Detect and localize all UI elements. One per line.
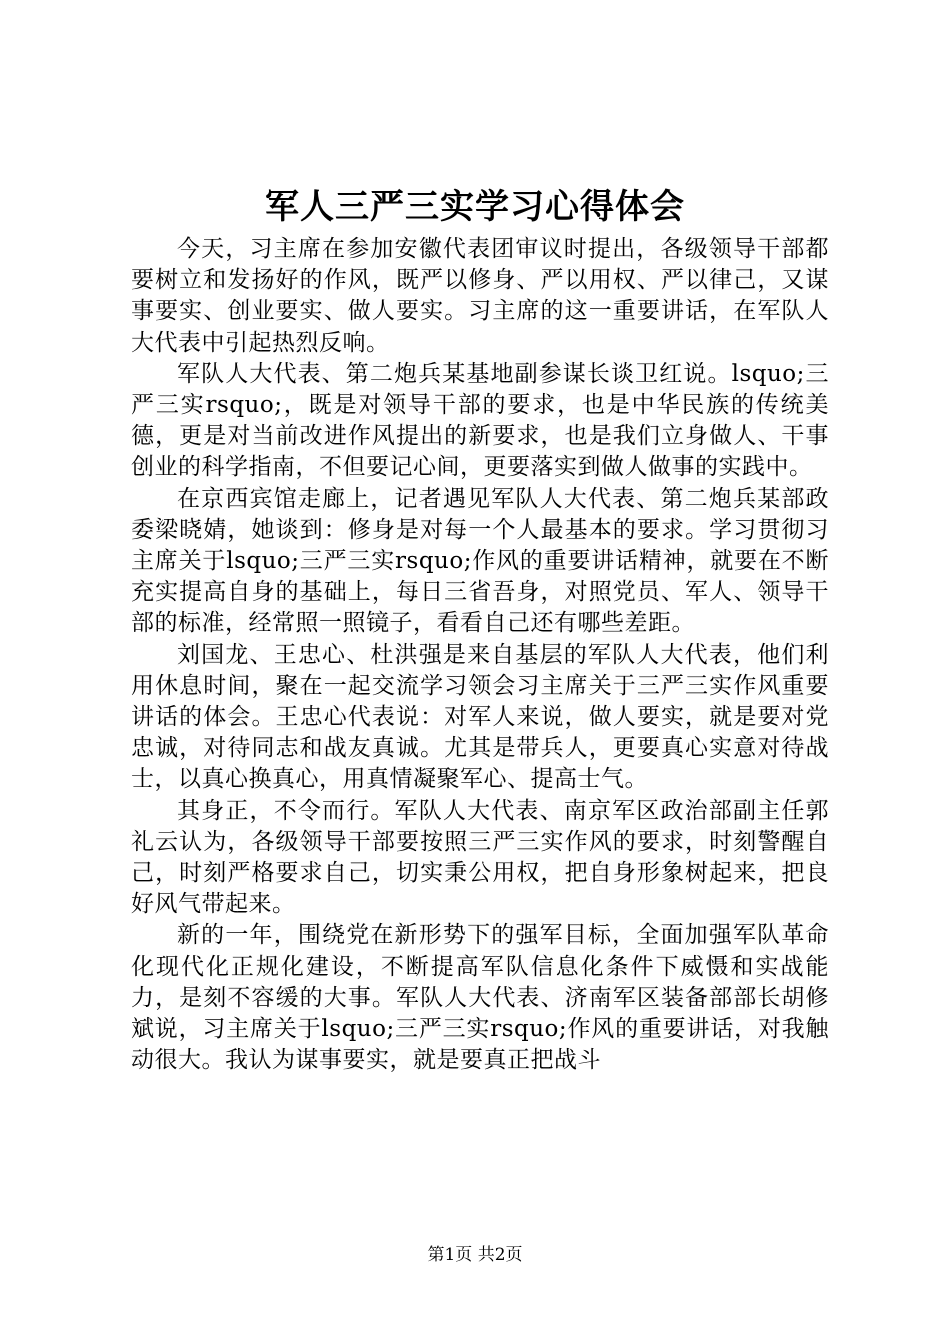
document-title: 军人三严三实学习心得体会 <box>265 187 685 227</box>
paragraph-5: 其身正，不令而行。军队人大代表、南京军区政治部副主任郭礼云认为，各级领导干部要按照三严三实作风的要求，时刻警醒自己，时刻严格要求自己，切实秉公用权，把自身形象树起来，把良好风气带起来。 <box>131 797 829 918</box>
document-body <box>131 234 829 1076</box>
paragraph-1: 今天，习主席在参加安徽代表团审议时提出，各级领导干部都要树立和发扬好的作风，既严以修身、严以用权、严以律己，又谋事要实、创业要实、做人要实。习主席的这一重要讲话，在军队人大代表中引起热烈反响。 <box>131 236 829 356</box>
paragraph-6: 新的一年，围绕党在新形势下的强军目标，全面加强军队革命化现代化正规化建设，不断提高军队信息化条件下威慑和实战能力，是刻不容缓的大事。军队人大代表、济南军区装备部部长胡修斌说，习主席关于lsquo;三严三实rsquo;作风的重要讲话，对我触动很大。我认为谋事要实，就是要真正把战斗 <box>131 922 829 1074</box>
paragraph-3: 在京西宾馆走廊上，记者遇见军队人大代表、第二炮兵某部政委梁晓婧，她谈到：修身是对每一个人最基本的要求。学习贯彻习主席关于lsquo;三严三实rsquo;作风的重要讲话精神，就要在不断充实提高自身的基础上，每日三省吾身，对照党员、军人、领导干部的标准，经常照一照镜子，看看自己还有哪些差距。 <box>131 485 829 637</box>
page-number-footer: 第1页 共2页 <box>427 1245 523 1265</box>
paragraph-2: 军队人大代表、第二炮兵某基地副参谋长谈卫红说。lsquo;三严三实rsquo;，既是对领导干部的要求，也是中华民族的传统美德，更是对当前改进作风提出的新要求，也是我们立身做人、干事创业的科学指南，不但要记心间，更要落实到做人做事的实践中。 <box>131 360 829 481</box>
paragraph-4: 刘国龙、王忠心、杜洪强是来自基层的军队人大代表，他们利用休息时间，聚在一起交流学习领会习主席关于三严三实作风重要讲话的体会。王忠心代表说：对军人来说，做人要实，就是要对党忠诚，对待同志和战友真诚。尤其是带兵人，更要真心实意对待战士，以真心换真心，用真情凝聚军心、提高士气。 <box>131 641 829 793</box>
